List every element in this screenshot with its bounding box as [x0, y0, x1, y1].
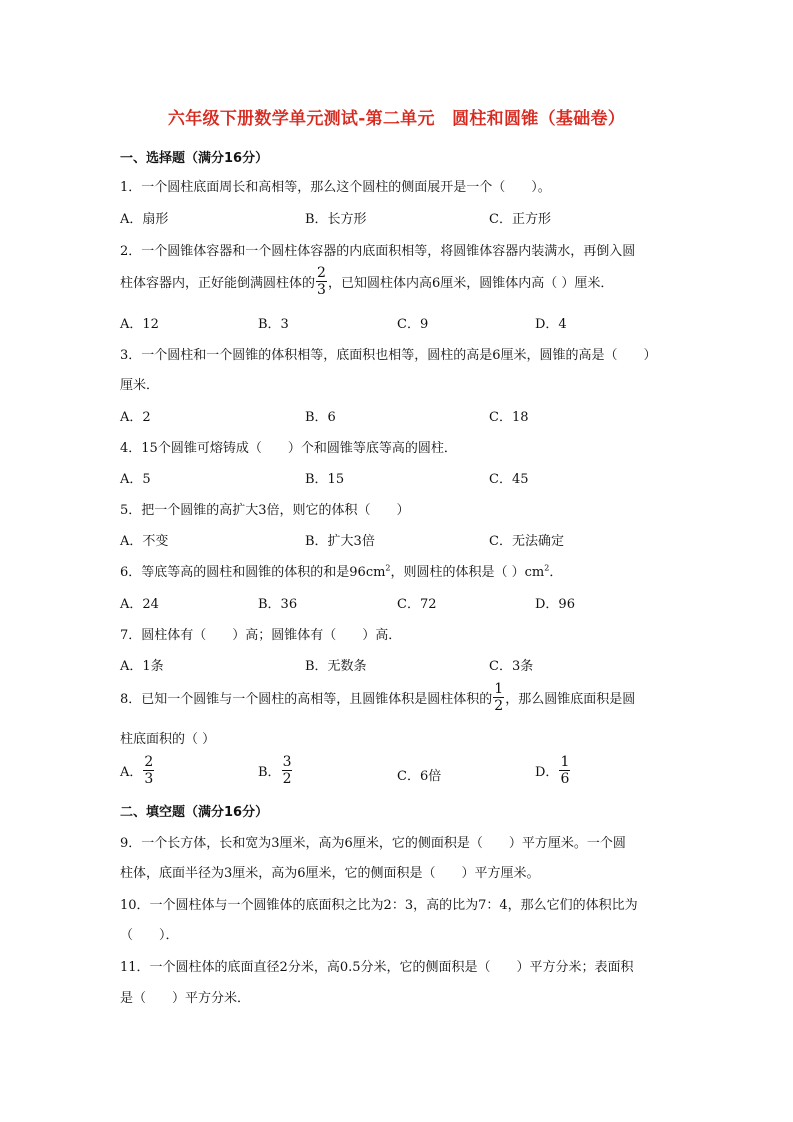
q2-fraction	[316, 266, 327, 297]
question-2-line-2	[120, 266, 613, 297]
q1-option-c: C．正方形	[489, 212, 551, 227]
q8-option-d-denominator: 6	[560, 771, 570, 787]
q8-option-d-numerator: 1	[560, 754, 570, 770]
q2-option-c: C．9	[397, 317, 429, 332]
q8-option-b-numerator: 3	[282, 754, 292, 770]
question-6	[120, 561, 562, 580]
q6-option-b: B．36	[258, 597, 298, 612]
q2-fraction-numerator: 2	[317, 265, 326, 281]
q6-text-pre: 6．等底等高的圆柱和圆锥的体积的和是96cm	[120, 565, 386, 580]
q8-fraction	[493, 682, 504, 713]
question-1: 1．一个圆柱底面周长和高相等，那么这个圆柱的侧面展开是一个（ ）。	[120, 180, 551, 195]
q4-option-a: A．5	[120, 472, 151, 487]
q7-option-b: B．无数条	[305, 659, 367, 674]
question-5: 5．把一个圆锥的高扩大3倍，则它的体积（ ）	[120, 503, 410, 518]
q8-option-a-numerator: 2	[144, 754, 154, 770]
question-11-line-2: 是（ ）平方分米．	[120, 991, 251, 1006]
q3-option-a: A．2	[120, 410, 151, 425]
q2-option-d: D．4	[535, 317, 567, 332]
q2-option-b: B．3	[258, 317, 289, 332]
question-3-line-2: 厘米．	[120, 378, 160, 393]
q6-text-mid: ，则圆柱的体积是（ ）cm	[390, 565, 545, 580]
q4-option-c: C．45	[489, 472, 529, 487]
q8-fraction-numerator: 1	[494, 681, 504, 697]
section-heading-choice: 一、选择题（满分16分）	[120, 151, 269, 166]
q2-text-pre: 柱体容器内，正好能倒满圆柱体的	[120, 276, 316, 291]
q5-option-a: A．不变	[120, 534, 169, 549]
q6-superscript-2: 2	[544, 563, 550, 573]
q8-option-b	[258, 755, 293, 786]
question-4: 4．15个圆锥可熔铸成（ ）个和圆锥等底等高的圆柱．	[120, 441, 457, 456]
q6-option-a: A．24	[120, 597, 159, 612]
q5-option-b: B．扩大3倍	[305, 534, 375, 549]
question-9-line-2: 柱体，底面半径为3厘米，高为6厘米，它的侧面积是（ ）平方厘米。	[120, 866, 540, 881]
question-10-line-1: 10．一个圆柱体与一个圆锥体的底面积之比为2：3，高的比为7：4，那么它们的体积比为	[120, 898, 638, 913]
q6-option-c: C．72	[397, 597, 437, 612]
q2-option-a: A．12	[120, 317, 159, 332]
q7-option-c: C．3条	[489, 659, 534, 674]
q1-option-b: B．长方形	[305, 212, 367, 227]
q7-option-a: A．1条	[120, 659, 164, 674]
q8-option-a-fraction	[143, 755, 154, 786]
q8-option-d-fraction	[559, 755, 570, 786]
q3-option-b: B．6	[305, 410, 336, 425]
question-8-line-2: 柱底面积的（ ）	[120, 732, 216, 747]
q2-text-post: ，已知圆柱体内高6厘米，圆锥体内高（ ）厘米．	[327, 276, 614, 291]
question-7: 7．圆柱体有（ ）高；圆锥体有（ ）高．	[120, 628, 402, 643]
q8-fraction-denominator: 2	[494, 698, 504, 714]
question-10-line-2: （ ）．	[120, 928, 179, 943]
q8-option-a-denominator: 3	[144, 771, 154, 787]
q6-text-post: ．	[549, 565, 563, 580]
q8-option-b-fraction	[282, 755, 293, 786]
q3-option-c: C．18	[489, 410, 529, 425]
q8-option-d	[535, 755, 571, 786]
q5-option-c: C．无法确定	[489, 534, 564, 549]
q1-option-a: A．扇形	[120, 212, 169, 227]
q8-option-d-label: D．	[535, 765, 559, 780]
q8-option-a-label: A．	[120, 765, 143, 780]
q8-option-a	[120, 755, 155, 786]
q4-option-b: B．15	[305, 472, 345, 487]
question-8-line-1	[120, 682, 635, 713]
q8-option-b-denominator: 2	[282, 771, 292, 787]
q6-superscript-1: 2	[385, 563, 391, 573]
question-9-line-1: 9．一个长方体，长和宽为3厘米，高为6厘米，它的侧面积是（ ）平方厘米。一个圆	[120, 836, 626, 851]
question-11-line-1: 11．一个圆柱体的底面直径2分米，高0.5分米，它的侧面积是（ ）平方分米；表面积	[120, 960, 634, 975]
q6-option-d: D．96	[535, 597, 575, 612]
section-heading-fill: 二、填空题（满分16分）	[120, 805, 269, 820]
question-2-line-1: 2．一个圆锥体容器和一个圆柱体容器的内底面积相等，将圆锥体容器内装满水，再倒入圆	[120, 244, 636, 259]
q8-option-b-label: B．	[258, 765, 281, 780]
question-3-line-1: 3．一个圆柱和一个圆锥的体积相等，底面积也相等，圆柱的高是6厘米，圆锥的高是（ ）	[120, 348, 657, 363]
page-title: 六年级下册数学单元测试-第二单元 圆柱和圆锥（基础卷）	[167, 109, 626, 129]
q8-text-pre: 8．已知一个圆锥与一个圆柱的高相等，且圆锥体积是圆柱体积的	[120, 692, 493, 707]
q8-option-c: C．6倍	[397, 769, 442, 784]
q8-text-post: ，那么圆锥底面积是圆	[505, 692, 636, 707]
q2-fraction-denominator: 3	[317, 282, 326, 298]
